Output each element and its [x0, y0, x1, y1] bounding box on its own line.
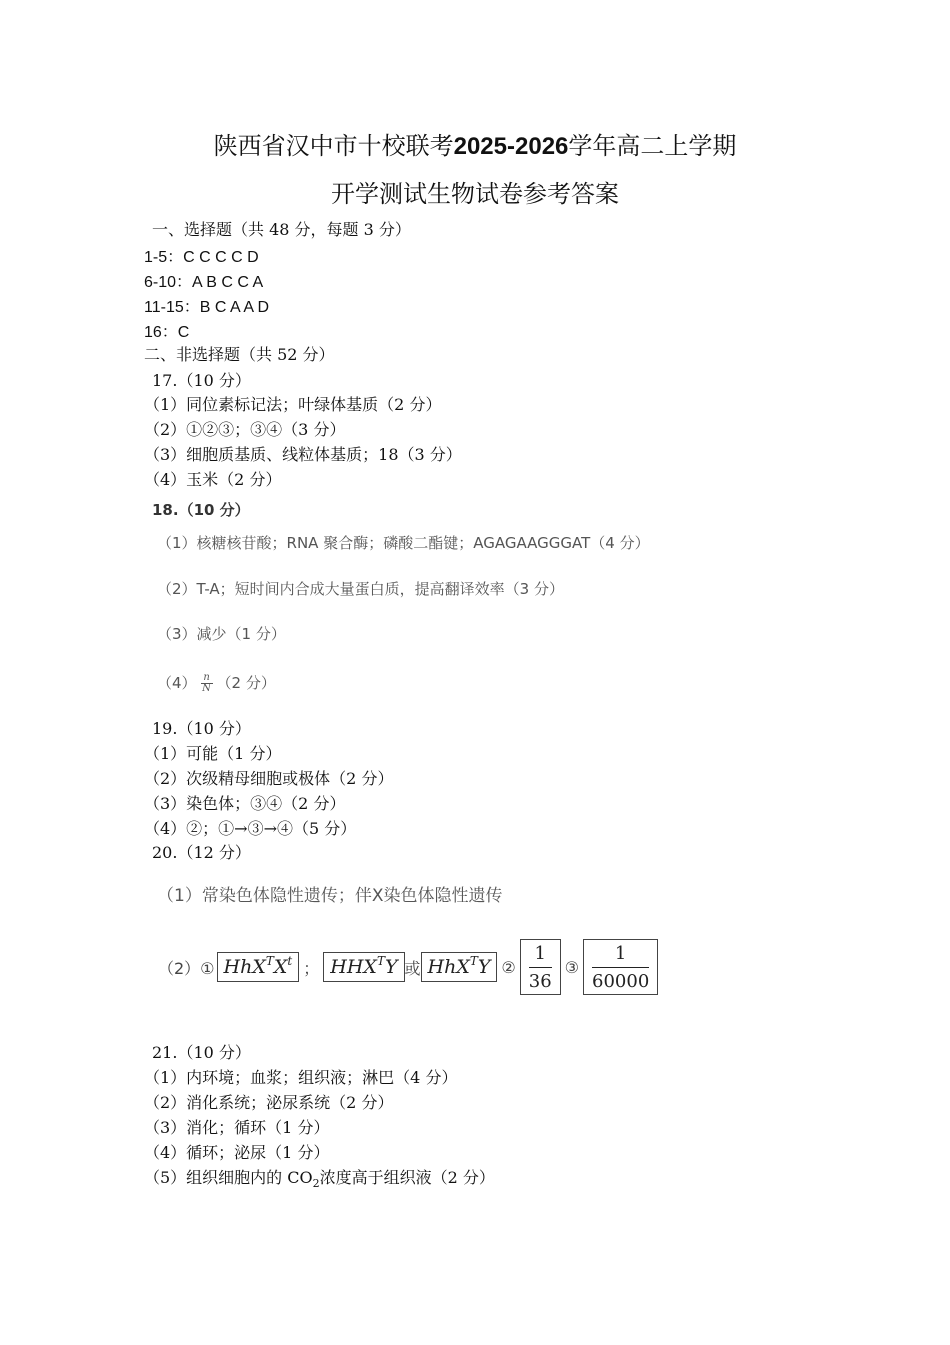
genotype-box-2	[323, 952, 404, 982]
genotype-text: HHX	[330, 956, 377, 978]
q20-item2-label: （2）①	[158, 958, 215, 978]
q17-item: （2）①②③；③④（3 分）	[144, 420, 346, 439]
q17-item: （1）同位素标记法；叶绿体基质（2 分）	[144, 395, 442, 414]
fraction-numerator: n	[203, 672, 210, 683]
q19-item: （1）可能（1 分）	[144, 744, 282, 763]
q18-item: （1）核糖核苷酸；RNA 聚合酶；磷酸二酯键；AGAGAAGGGAT（4 分）	[157, 534, 650, 552]
fraction-numerator: 1	[534, 942, 546, 964]
title-line-2: 开学测试生物试卷参考答案	[331, 180, 619, 208]
q18-item4-label: （4）	[157, 674, 197, 692]
fraction-numerator: 1	[614, 942, 627, 964]
genotype-text: HhX	[223, 956, 266, 978]
q19-item: （4）②；①→③→④（5 分）	[144, 819, 357, 838]
q17-item: （4）玉米（2 分）	[144, 470, 282, 489]
q18-heading: 18.（10 分）	[152, 501, 250, 519]
q21-heading: 21.（10 分）	[152, 1043, 251, 1062]
genotype-text: HhX	[427, 956, 470, 978]
answer-row: 1-5：C C C C D	[144, 249, 259, 266]
genotype-sup: t	[287, 954, 293, 968]
fraction-box-1-60000	[583, 939, 658, 995]
genotype-sup: T	[469, 954, 478, 968]
co2-subscript: 2	[312, 1177, 320, 1191]
genotype-box-3	[421, 952, 498, 982]
genotype-text: Y	[384, 956, 398, 978]
fraction-box-1-36	[520, 939, 561, 995]
circled-2: ②	[501, 957, 516, 977]
title-prefix: 陕西省汉中市十校联考	[213, 132, 454, 160]
fraction-n-over-N	[201, 673, 213, 694]
or-label: 或	[404, 958, 421, 978]
title-years: 2025-2026	[453, 133, 569, 160]
q19-heading: 19.（10 分）	[152, 719, 251, 738]
circled-3: ③	[564, 957, 580, 977]
answer-row: 11-15：B C A A D	[144, 299, 270, 316]
fraction-denominator: N	[202, 683, 211, 694]
q18-item: （2）T-A；短时间内合成大量蛋白质，提高翻译效率（3 分）	[157, 580, 564, 598]
q21-item: （2）消化系统；泌尿系统（2 分）	[144, 1093, 394, 1112]
q21-item: （1）内环境；血浆；组织液；淋巴（4 分）	[144, 1068, 458, 1087]
section2-heading: 二、非选择题（共 52 分）	[144, 345, 335, 364]
section1-heading: 一、选择题（共 48 分，每题 3 分）	[152, 220, 411, 239]
q18-item-4	[157, 672, 276, 694]
genotype-text: Y	[477, 956, 491, 978]
answer-row: 16：C	[144, 324, 190, 341]
genotype-sup: T	[265, 954, 274, 968]
q18-item4-score: （2 分）	[216, 674, 276, 692]
fraction-denominator: 36	[528, 970, 552, 992]
q20-heading: 20.（12 分）	[152, 843, 251, 862]
genotype-box-1	[217, 952, 300, 982]
genotype-text: X	[273, 956, 288, 978]
genotype-sup: T	[376, 954, 385, 968]
fraction-denominator: 60000	[592, 970, 650, 992]
q21-item5-text: （5）组织细胞内的 CO	[144, 1168, 313, 1187]
q17-heading: 17.（10 分）	[152, 371, 251, 390]
q17-item: （3）细胞质基质、线粒体基质；18（3 分）	[144, 445, 462, 464]
q18-item: （3）减少（1 分）	[157, 625, 286, 643]
separator: ；	[303, 958, 320, 978]
title-line-1	[0, 126, 950, 161]
q20-item-2	[158, 938, 658, 996]
q19-item: （2）次级精母细胞或极体（2 分）	[144, 769, 394, 788]
q21-item5-text: 浓度高于组织液（2 分）	[319, 1168, 495, 1187]
title-suffix: 学年高二上学期	[568, 132, 737, 160]
q21-item: （4）循环；泌尿（1 分）	[144, 1143, 330, 1162]
answer-row: 6-10：A B C C A	[144, 274, 264, 291]
q20-item-1: （1）常染色体隐性遗传；伴X染色体隐性遗传	[157, 886, 503, 906]
q21-item: （3）消化；循环（1 分）	[144, 1118, 330, 1137]
q21-item-5	[144, 1165, 495, 1190]
q19-item: （3）染色体；③④（2 分）	[144, 794, 346, 813]
